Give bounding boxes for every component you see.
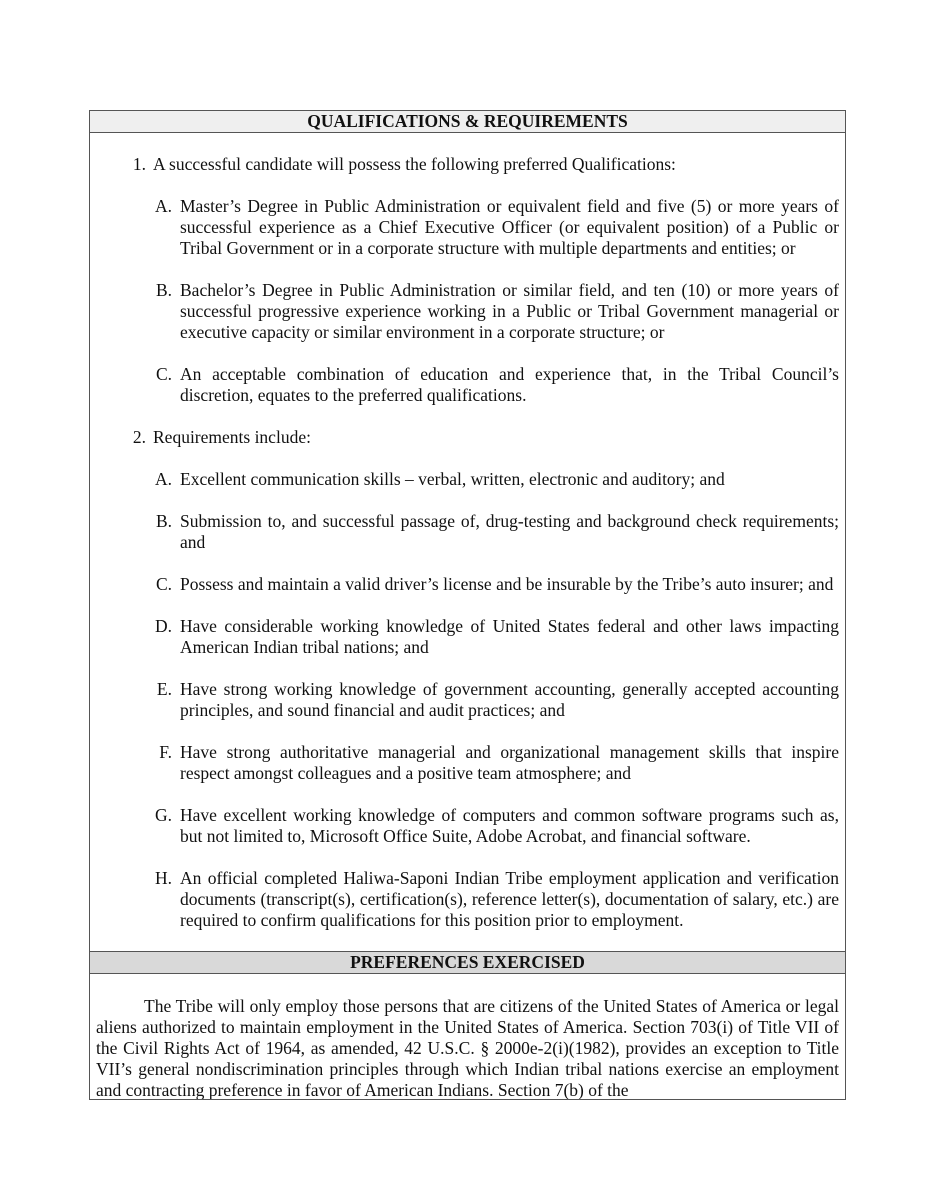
list-item — [90, 280, 839, 343]
item-letter: B. — [155, 511, 172, 531]
item-letter: C. — [155, 364, 172, 384]
item-letter: B. — [155, 280, 172, 300]
requirements-group — [90, 427, 839, 931]
qualifications-sublist — [90, 196, 839, 406]
item-text: Have excellent working knowledge of computers and common software programs such as, but not limited to, Microsoft Office Suite, Adobe Acrobat, and financial software. — [180, 805, 839, 846]
item-letter: G. — [154, 805, 172, 825]
list-item — [90, 616, 839, 658]
item-number: 1. — [132, 154, 146, 174]
preferred-qualifications-group — [90, 154, 839, 406]
item-letter: A. — [154, 469, 172, 489]
item-text: Have considerable working knowledge of United States federal and other laws impacting American Indian tribal nations; and — [180, 616, 839, 657]
qualifications-header: QUALIFICATIONS & REQUIREMENTS — [90, 111, 845, 133]
list-item — [90, 742, 839, 784]
numbered-item — [90, 154, 839, 175]
item-text: Possess and maintain a valid driver’s license and be insurable by the Tribe’s auto insurer; and — [180, 574, 834, 594]
item-text: Master’s Degree in Public Administration or equivalent field and five (5) or more years of successful experience as a Chief Executive Officer (or equivalent position) of a Public or Tribal Government or in a corporate structure with multiple departments and entities; or — [180, 196, 839, 258]
requirements-sublist — [90, 469, 839, 931]
item-text: An official completed Haliwa-Saponi Indian Tribe employment application and verification documents (transcript(s), certification(s), reference letter(s), documentation of salary, etc.) are required to confirm qualifications for this position prior to employment. — [180, 868, 839, 930]
item-text: Excellent communication skills – verbal, written, electronic and auditory; and — [180, 469, 725, 489]
list-item — [90, 805, 839, 847]
item-letter: H. — [154, 868, 172, 888]
item-number: 2. — [132, 427, 146, 447]
item-text: Have strong working knowledge of government accounting, generally accepted accounting principles, and sound financial and audit practices; and — [180, 679, 839, 720]
list-item — [90, 364, 839, 406]
item-text: Bachelor’s Degree in Public Administration or similar field, and ten (10) or more years of successful progressive experience working in a Public or Tribal Government managerial or executive capacity or similar environment in a corporate structure; or — [180, 280, 839, 342]
preferences-header: PREFERENCES EXERCISED — [90, 951, 845, 974]
list-item — [90, 511, 839, 553]
list-item — [90, 469, 839, 490]
item-letter: C. — [155, 574, 172, 594]
item-text: A successful candidate will possess the following preferred Qualifications: — [153, 154, 676, 174]
item-letter: E. — [156, 679, 172, 699]
item-letter: F. — [159, 742, 172, 762]
list-item — [90, 574, 839, 595]
preferences-paragraph: The Tribe will only employ those persons that are citizens of the United States of America or legal aliens authorized to maintain employment in the United States of America. Section 703(i) of Title VII of the Civil Rights Act of 1964, as amended, 42 U.S.C. § 2000e-2(i)(1982), provides an exception to Title VII’s general nondiscrimination principles through which Indian tribal nations exercise an employment and contracting preference in favor of American Indians. Section 7(b) of the — [96, 996, 839, 1099]
item-text: Submission to, and successful passage of, drug-testing and background check requirements; and — [180, 511, 839, 552]
item-text: Have strong authoritative managerial and organizational management skills that inspire respect amongst colleagues and a positive team atmosphere; and — [180, 742, 839, 783]
item-letter: A. — [154, 196, 172, 216]
qualifications-body — [90, 133, 845, 951]
document-table — [89, 110, 846, 1100]
item-text: An acceptable combination of education and experience that, in the Tribal Council’s discretion, equates to the preferred qualifications. — [180, 364, 839, 405]
numbered-item — [90, 427, 839, 448]
list-item — [90, 868, 839, 931]
list-item — [90, 196, 839, 259]
item-letter: D. — [154, 616, 172, 636]
list-item — [90, 679, 839, 721]
item-text: Requirements include: — [153, 427, 311, 447]
